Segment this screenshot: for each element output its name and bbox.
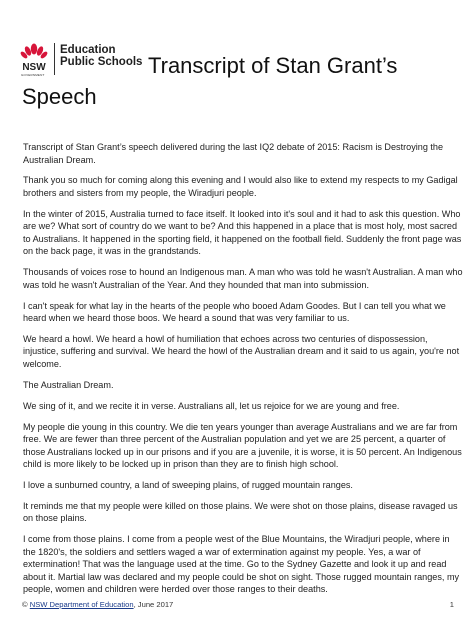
footer-copyright <box>22 600 173 609</box>
footer-date: , June 2017 <box>133 600 174 609</box>
paragraph: We heard a howl. We heard a howl of humiliation that echoes across two centuries of dispossession, injustice, suffering and survival. We heard the howl of the Australian dream and it said to us again, you're not welcome. <box>23 333 460 369</box>
page-number: 1 <box>449 600 454 609</box>
paragraph: It reminds me that my people were killed on those plains. We were shot on those plains, disease ravaged us on those plains. <box>23 500 458 524</box>
paragraph: Transcript of Stan Grant’s speech delivered during the last IQ2 debate of 2015: Racism is Destroying the Australian Dream. <box>23 142 444 165</box>
nsw-department-link[interactable]: NSW Department of Education <box>29 600 134 609</box>
transcript-body <box>23 141 463 604</box>
paragraph: Thousands of voices rose to hound an Indigenous man. A man who was told he wasn't Australian. A man who was told he wasn't Australian of the Year. And they hounded that man into submission. <box>23 267 463 290</box>
paragraph: Thank you so much for coming along this evening and I would also like to extend my respects to my Gadigal brothers and sisters from my people, the Wiradjuri people. <box>23 175 458 198</box>
paragraph: The Australian Dream. <box>23 379 114 390</box>
logo-wordmark <box>60 44 142 68</box>
paragraph: My people die young in this country. We die ten years younger than average Australians and we are far from free. We are fewer than three percent of the Australian population and yet we are 25 percent, a quarter of those Australians locked up in our prisons and if you are a juvenile, it is worse, it is 50 percent. An Indigenous child is more likely to be locked up in prison than they are to finish high school. <box>23 421 462 470</box>
logo-line-education: Education <box>60 44 116 56</box>
document-title-line-1: Transcript of Stan Grant’s <box>148 53 398 78</box>
paragraph: I come from those plains. I come from a people west of the Blue Mountains, the Wiradjuri people, where in the 1820's, the soldiers and settlers waged a war of extermination against my people. Yes, a war of extermination! That was the language used at the time. Go to the Sydney Gazette and look it up and read about it. Martial law was declared and my people could be shot on sight. Those rugged mountain ranges, my people, women and children were herded over those ranges to their deaths. <box>23 534 460 595</box>
paragraph: In the winter of 2015, Australia turned to face itself. It looked into it's soul and it had to ask this question. Who are we? What sort of country do we want to be? And this happened in a place that is most holy, most sacred to Australians. It happened in the sporting field, it happened on the football field. Suddenly the front page was on the back page, it was in the grandstands. <box>23 208 462 257</box>
logo-government-label: GOVERNMENT <box>21 73 45 77</box>
copyright-symbol: © <box>22 600 28 609</box>
svg-text:NSW: NSW <box>22 62 46 73</box>
paragraph: I can't speak for what lay in the hearts of the people who booed Adam Goodes. But I can tell you what we heard when we heard those boos. We heard a sound that was very familiar to us. <box>23 300 446 324</box>
nsw-education-logo <box>20 40 143 84</box>
page-footer <box>22 600 454 612</box>
paragraph: I love a sunburned country, a land of sweeping plains, of rugged mountain ranges. <box>23 480 353 491</box>
logo-line-public-schools: Public Schools <box>60 56 143 68</box>
document-title-line-2: Speech <box>22 84 97 109</box>
logo-divider <box>54 43 55 75</box>
paragraph: We sing of it, and we recite it in verse. Australians all, let us rejoice for we are young and free. <box>23 400 400 411</box>
